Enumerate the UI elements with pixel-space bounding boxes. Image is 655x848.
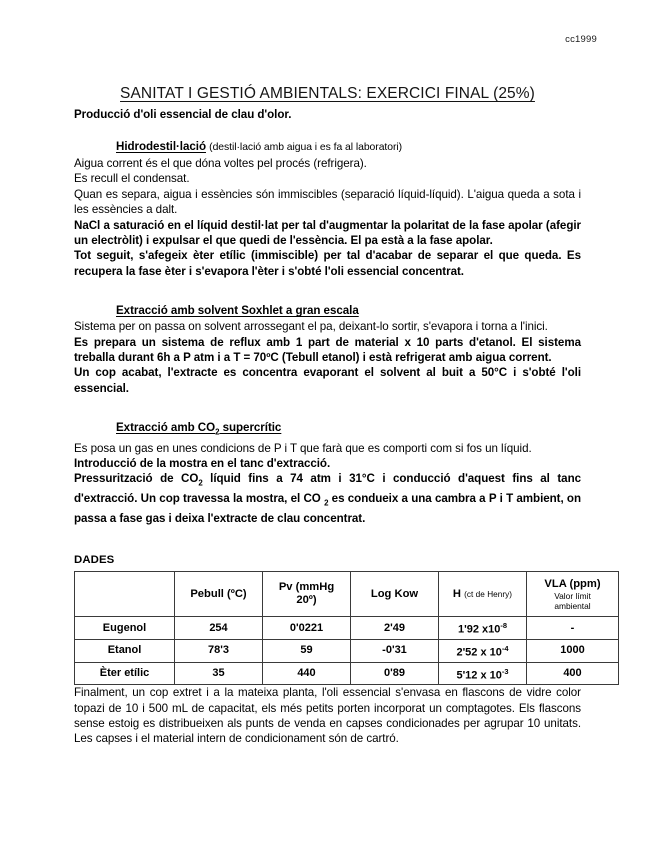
cell-henry-mantissa: 2'52 x 10 [456,646,502,659]
cell-pebull: 254 [175,617,263,640]
column-header-pv: Pv (mmHg 20º) [263,572,351,617]
paragraph: Un cop acabat, l'extracte es concentra evaporant el solvent al buit a 50°C i s'obté l'oli essencial. [74,366,581,395]
paragraph: Es prepara un sistema de reflux amb 1 part de material x 10 parts d'etanol. El sistema treballa durant 6h a P atm i a T = 70ºC (Tebull etanol) i està refrigerat amb aigua corrent. [74,335,581,365]
cell-pv: 440 [263,662,351,685]
dades-label: DADES [74,554,115,567]
cell-substance-name: Èter etílic [75,662,175,685]
section-heading-soxhlet [74,303,581,318]
paragraph: Aigua corrent és el que dóna voltes pel procés (refrigera). [74,157,367,170]
column-header-vla-main: VLA (ppm) [544,577,601,590]
table-row [75,662,619,685]
section-co2-supercritic [74,420,581,526]
column-header-henry [439,572,527,617]
cell-vla: 400 [527,662,619,685]
table-header-row [75,572,619,617]
section-heading-text: Extracció amb $CO_2$ supercrític [116,421,282,437]
paragraph: Es recull el condensat. [74,172,190,186]
cell-pv: 59 [263,639,351,662]
spacer [74,398,581,420]
cell-henry [439,639,527,662]
column-header-henry-main: H [452,587,461,600]
cell-henry-mantissa: 5'12 x 10 [456,669,502,682]
cell-vla: 1000 [527,639,619,662]
section-heading-note: (destil·lació amb aigua i es fa al laboratori) [209,142,403,153]
paragraph: Quan es separa, aigua i essències són immiscibles (separació líquid-líquid). L'aigua queda a sota i les essències a dalt. [74,187,581,217]
section-soxhlet [74,303,581,396]
cell-henry-exponent: -3 [501,666,509,676]
paragraph: Pressurització de $CO_2$ líquid fins a 74 atm i 31°C i conducció d'aquest fins al tanc d'extracció. Un cop travessa la mostra, el CO $_2$ es condueix a una cambra a P i T ambient, on passa a fase gas i deixa l'extracte de clau concentrat. [74,472,582,525]
cell-vla: - [527,617,619,640]
spacer [74,528,581,554]
section-heading-text: Extracció amb solvent Soxhlet a gran escala [116,304,359,318]
paragraph: NaCl a saturació en el líquid destil·lat per tal d'augmentar la polaritat de la fase apolar (afegir un electròlit) i expulsar el que quedi de l'essència. El pa està a la fase apolar. [74,218,581,248]
cell-logkow: 2'49 [351,617,439,640]
cell-henry-exponent: -4 [501,643,509,653]
dades-block [74,554,601,685]
paragraph: Introducció de la mostra en el tanc d'extracció. [74,457,331,470]
paragraph: Sistema per on passa on solvent arrossegant el pa, deixant-lo sortir, s'evapora i torna a l'inici. [74,320,548,334]
cell-substance-name: Etanol [75,639,175,662]
column-header-henry-note: (ct de Henry) [464,589,513,599]
cell-henry [439,617,527,640]
page-title-text: SANITAT I GESTIÓ AMBIENTALS: EXERCICI FINAL (25%) [120,85,535,103]
cell-henry-mantissa: 1'92 x10 [457,623,501,636]
cell-substance-name: Eugenol [75,617,175,640]
cell-henry-exponent: -8 [500,621,508,631]
column-header-vla [527,572,619,617]
lead-statement: Producció d'oli essencial de clau d'olor. [74,108,292,121]
table-row [75,617,619,640]
table-row [75,639,619,662]
dades-table [74,571,619,685]
section-heading-text: Hidrodestil·lació [116,140,206,153]
cell-logkow: 0'89 [351,662,439,685]
cell-pebull: 35 [175,662,263,685]
closing-paragraph: Finalment, un cop extret i a la mateixa planta, l'oli essencial s'envasa en flascons de vidre color topazi de 10 i 500 mL de capacitat, els més petits porten incorporat un comptagotes. Els flascons sense estoig es distribueixen als punts de venda en capses condicionades per agrupar 10 unitats. Les capses i el material intern de condicionament són de cartró. [74,686,581,746]
page-title [0,85,655,103]
paragraph: Tot seguit, s'afegeix èter etílic (immiscible) per tal d'acabar de separar el que queda. Es recupera la fase èter i s'evapora l'èter i s'obté l'oli essencial concentrat. [74,249,581,278]
cell-pv: 0'0221 [263,617,351,640]
spacer [74,281,581,303]
document-body [74,108,601,747]
section-heading-co2 [74,420,581,439]
cell-henry [439,662,527,685]
column-header-substance [75,572,175,617]
column-header-vla-sub: Valor límit ambiental [554,590,591,611]
section-hidrodestillacio [74,139,581,279]
cell-logkow: -0'31 [351,639,439,662]
column-header-logkow: Log Kow [351,572,439,617]
cell-pebull: 78'3 [175,639,263,662]
column-header-pebull: Pebull (ºC) [175,572,263,617]
section-heading-hidrodestillacio [74,139,581,155]
document-header-code: cc1999 [565,34,597,45]
paragraph: Es posa un gas en unes condicions de P i T que farà que es comporti com si fos un líquid. [74,441,532,455]
